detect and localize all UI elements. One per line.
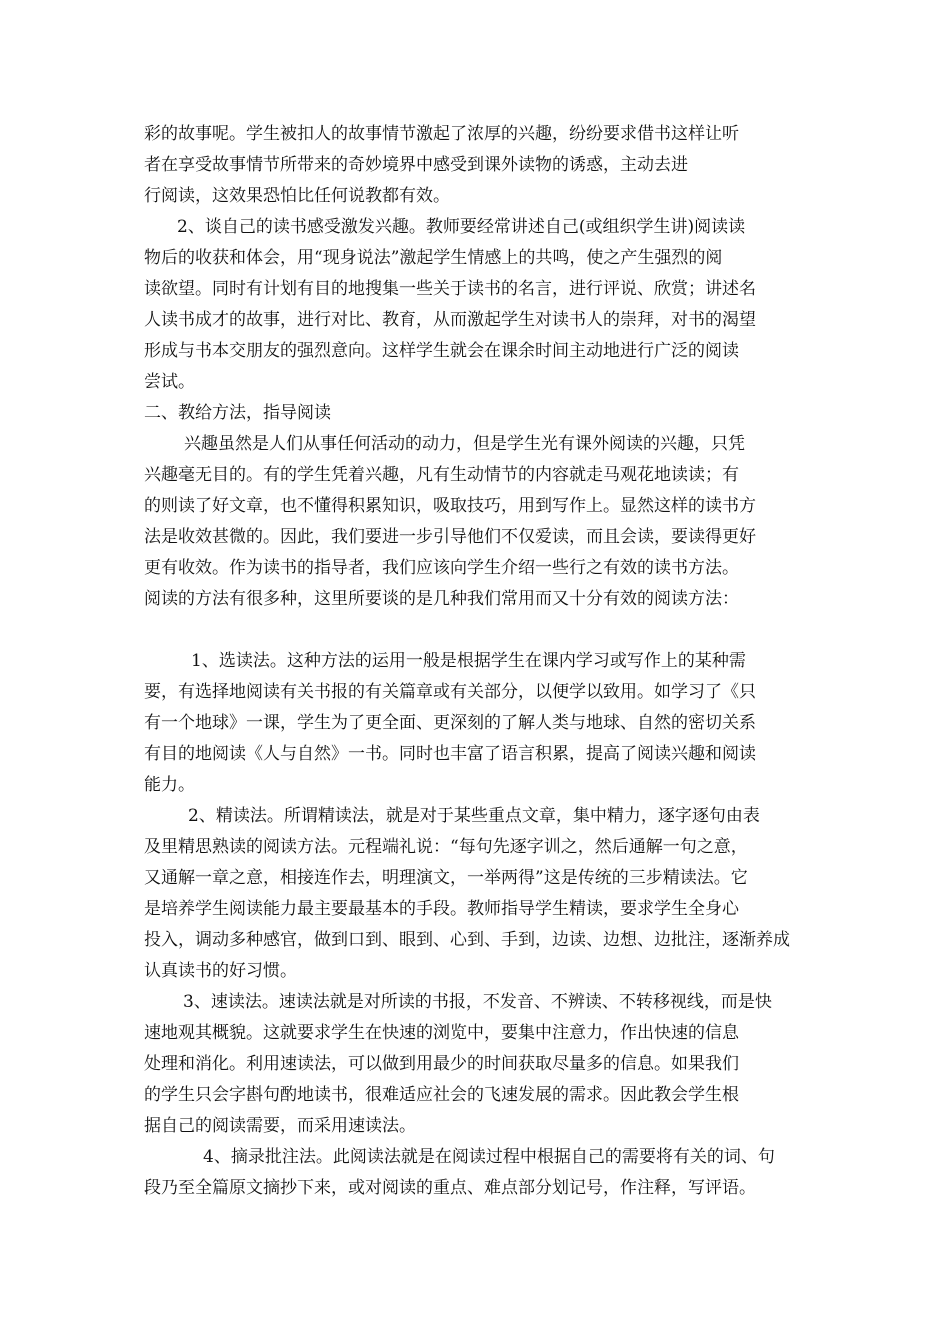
text-line: 2、精读法。所谓精读法，就是对于某些重点文章，集中精力，逐字逐句由表 bbox=[188, 806, 760, 826]
text-line: 的学生只会字斟句酌地读书，很难适应社会的飞速发展的需求。因此教会学生根 bbox=[144, 1085, 739, 1105]
text-line: 4、摘录批注法。此阅读法就是在阅读过程中根据自己的需要将有关的词、句 bbox=[203, 1147, 775, 1167]
text-line: 及里精思熟读的阅读方法。元程端礼说：“每句先逐字训之，然后通解一句之意， bbox=[144, 837, 748, 857]
text-line: 兴趣毫无目的。有的学生凭着兴趣，凡有生动情节的内容就走马观花地读读；有 bbox=[144, 465, 739, 485]
text-line: 更有收效。作为读书的指导者，我们应该向学生介绍一些行之有效的读书方法。 bbox=[144, 558, 739, 578]
text-line: 尝试。 bbox=[144, 372, 195, 392]
paragraph-3 bbox=[144, 646, 814, 801]
paragraph-2 bbox=[144, 429, 814, 615]
paragraph-4 bbox=[144, 801, 814, 987]
text-line: 形成与书本交朋友的强烈意向。这样学生就会在课余时间主动地进行广泛的阅读 bbox=[144, 341, 739, 361]
text-line: 者在享受故事情节所带来的奇妙境界中感受到课外读物的诱惑，主动去进 bbox=[144, 155, 688, 175]
text-line: 是培养学生阅读能力最主要最基本的手段。教师指导学生精读，要求学生全身心 bbox=[144, 899, 739, 919]
text-line: 认真读书的好习惯。 bbox=[144, 961, 297, 981]
text-line: 人读书成才的故事，进行对比、教育，从而激起学生对读书人的崇拜，对书的渴望 bbox=[144, 310, 756, 330]
text-line: 兴趣虽然是人们从事任何活动的动力，但是学生光有课外阅读的兴趣，只凭 bbox=[184, 434, 745, 454]
text-line: 物后的收获和体会，用“现身说法”激起学生情感上的共鸣，使之产生强烈的阅 bbox=[144, 248, 723, 268]
text-line: 要，有选择地阅读有关书报的有关篇章或有关部分，以便学以致用。如学习了《只 bbox=[144, 682, 756, 702]
text-line: 有一个地球》一课，学生为了更全面、更深刻的了解人类与地球、自然的密切关系 bbox=[144, 713, 756, 733]
text-line: 又通解一章之意，相接连作去，明理演文，一举两得”这是传统的三步精读法。它 bbox=[144, 868, 748, 888]
section-heading: 二、教给方法，指导阅读 bbox=[144, 403, 331, 423]
text-line: 能力。 bbox=[144, 775, 195, 795]
text-line: 据自己的阅读需要，而采用速读法。 bbox=[144, 1116, 416, 1136]
text-line: 2、谈自己的读书感受激发兴趣。教师要经常讲述自己(或组织学生讲)阅读读 bbox=[177, 217, 746, 237]
paragraph-0 bbox=[144, 119, 814, 212]
text-line: 读欲望。同时有计划有目的地搜集一些关于读书的名言，进行评说、欣赏；讲述名 bbox=[144, 279, 756, 299]
text-line: 行阅读，这效果恐怕比任何说教都有效。 bbox=[144, 186, 450, 206]
text-line: 速地观其概貌。这就要求学生在快速的浏览中，要集中注意力，作出快速的信息 bbox=[144, 1023, 739, 1043]
text-line: 有目的地阅读《人与自然》一书。同时也丰富了语言积累，提高了阅读兴趣和阅读 bbox=[144, 744, 756, 764]
paragraph-1 bbox=[144, 212, 814, 398]
paragraph-6 bbox=[144, 1142, 814, 1204]
text-line: 彩的故事呢。学生被扣人的故事情节激起了浓厚的兴趣，纷纷要求借书这样让听 bbox=[144, 124, 739, 144]
paragraph-5 bbox=[144, 987, 814, 1142]
text-line: 阅读的方法有很多种，这里所要谈的是几种我们常用而又十分有效的阅读方法： bbox=[144, 589, 739, 609]
text-line: 的则读了好文章，也不懂得积累知识，吸取技巧，用到写作上。显然这样的读书方 bbox=[144, 496, 756, 516]
text-line: 3、速读法。速读法就是对所读的书报，不发音、不辨读、不转移视线，而是快 bbox=[183, 992, 772, 1012]
text-line: 1、选读法。这种方法的运用一般是根据学生在课内学习或写作上的某种需 bbox=[191, 651, 746, 671]
text-line: 投入，调动多种感官，做到口到、眼到、心到、手到，边读、边想、边批注，逐渐养成 bbox=[144, 930, 790, 950]
text-line: 处理和消化。利用速读法，可以做到用最少的时间获取尽量多的信息。如果我们 bbox=[144, 1054, 739, 1074]
text-line: 法是收效甚微的。因此，我们要进一步引导他们不仅爱读，而且会读，要读得更好 bbox=[144, 527, 756, 547]
text-line: 段乃至全篇原文摘抄下来，或对阅读的重点、难点部分划记号，作注释，写评语。 bbox=[144, 1178, 756, 1198]
